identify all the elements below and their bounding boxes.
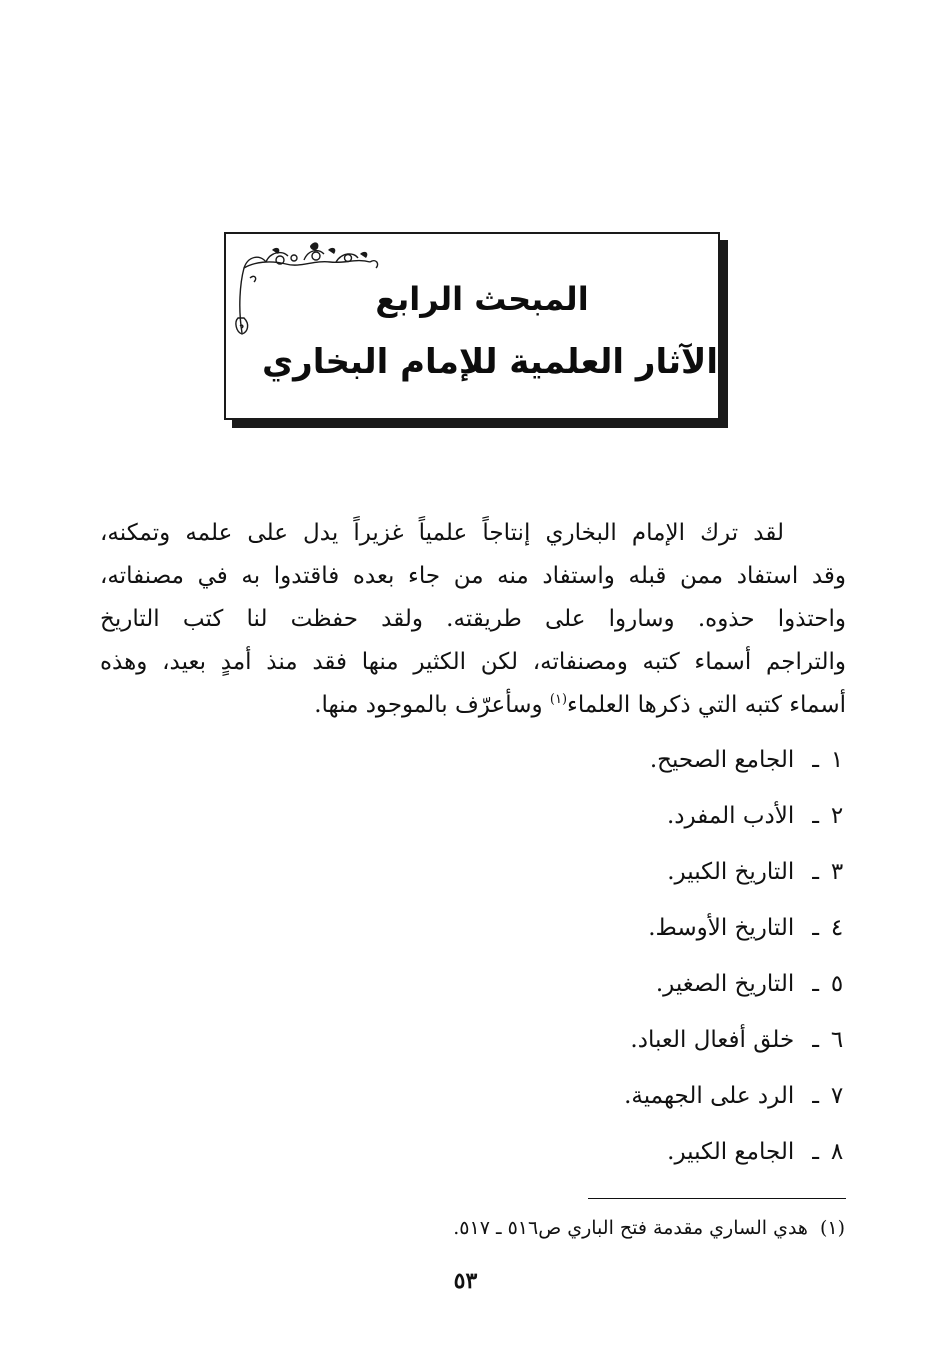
item-number: ٦	[830, 1027, 844, 1053]
item-title: الجامع الكبير.	[667, 1139, 795, 1165]
paragraph-line	[100, 684, 846, 727]
intro-paragraph	[100, 512, 846, 727]
paragraph-text: أسماء كتبه التي ذكرها العلماء	[567, 692, 846, 718]
paragraph-line: وقد استفاد ممن قبله واستفاد منه من جاء بعده فاقتدوا به في مصنفاته،	[100, 563, 846, 589]
item-number: ٥	[830, 971, 844, 997]
item-number: ٢	[830, 803, 844, 829]
list-item	[624, 1072, 845, 1128]
item-title: خلق أفعال العباد.	[630, 1027, 795, 1053]
item-dash: ـ	[812, 803, 819, 829]
list-item	[624, 792, 845, 848]
item-title: الجامع الصحيح.	[649, 747, 795, 773]
item-dash: ـ	[812, 971, 819, 997]
item-title: التاريخ الصغير.	[655, 971, 795, 997]
item-dash: ـ	[812, 1139, 819, 1165]
page-number: ٥٣	[453, 1268, 478, 1294]
item-title: الرد على الجهمية.	[624, 1083, 795, 1109]
list-item	[624, 904, 845, 960]
paragraph-line: والتراجم أسماء كتبه ومصنفاته، لكن الكثير منها فقد منذ أمدٍ بعيد، وهذه	[100, 649, 846, 675]
item-dash: ـ	[812, 747, 819, 773]
chapter-title-heading: الآثار العلمية للإمام البخاري	[262, 342, 718, 382]
item-dash: ـ	[812, 915, 819, 941]
list-item	[624, 1128, 845, 1184]
chapter-number-heading: المبحث الرابع	[375, 280, 589, 318]
list-item	[624, 960, 845, 1016]
item-dash: ـ	[812, 859, 819, 885]
list-item	[624, 736, 845, 792]
chapter-heading-box	[224, 232, 720, 420]
item-number: ٨	[830, 1139, 844, 1165]
works-list	[624, 736, 845, 1184]
list-item	[624, 848, 845, 904]
footnote-divider	[588, 1198, 846, 1199]
item-number: ٣	[830, 859, 844, 885]
item-number: ٤	[830, 915, 844, 941]
footnote-number: (١)	[819, 1217, 845, 1239]
paragraph-line: لقد ترك الإمام البخاري إنتاجاً علمياً غزيراً يدل على علمه وتمكنه،	[100, 520, 784, 546]
item-title: التاريخ الكبير.	[667, 859, 795, 885]
footnote	[453, 1212, 845, 1244]
footnote-text: هدي الساري مقدمة فتح الباري ص٥١٦ ـ ٥١٧.	[453, 1217, 808, 1239]
item-number: ٧	[830, 1083, 844, 1109]
item-title: الأدب المفرد.	[666, 803, 795, 829]
paragraph-text: وسأعرّف بالموجود منها.	[314, 692, 550, 718]
item-number: ١	[830, 747, 844, 773]
item-dash: ـ	[812, 1083, 819, 1109]
item-title: التاريخ الأوسط.	[648, 915, 795, 941]
paragraph-line: واحتذوا حذوه. وساروا على طريقته. ولقد حفظت لنا كتب التاريخ	[100, 606, 846, 632]
footnote-reference: (١)	[549, 692, 568, 707]
list-item	[624, 1016, 845, 1072]
item-dash: ـ	[812, 1027, 819, 1053]
